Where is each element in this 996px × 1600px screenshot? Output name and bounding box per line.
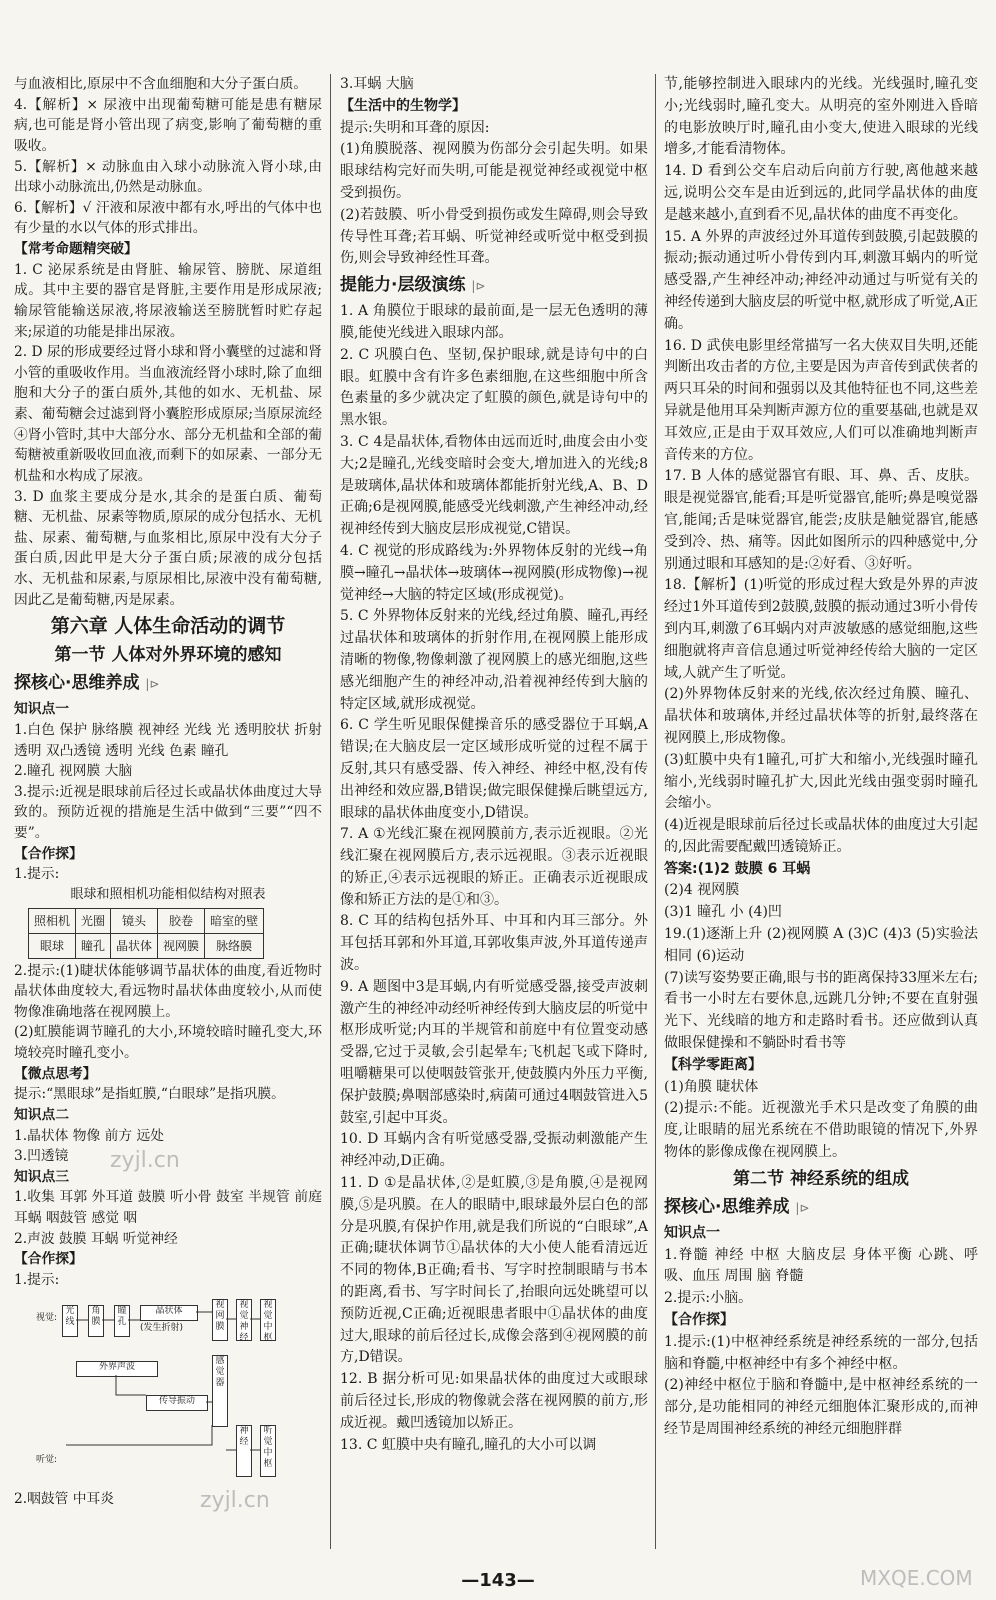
table-cell: 眼球 [29, 933, 76, 958]
module-heading: 提能力·层级演练 |⊳ [340, 275, 486, 296]
comparison-table [28, 908, 264, 959]
answer-item: (3)虹膜中央有1瞳孔,可扩大和缩小,光线强时瞳孔缩小,光线弱时瞳孔扩大,因此光线由强变弱时瞳孔会缩小。 [664, 751, 978, 812]
diagram-box: 光线 [62, 1305, 78, 1337]
answer-item: 18.【解析】(1)听觉的形成过程大致是外界的声波经过1外耳道传到2鼓膜,鼓膜的振动通过3听小骨传到内耳,刺激了6耳蜗内对声波敏感的感觉细胞,这些细胞就将声音信息通过听觉神经传给大脑的一定区域,人就产生了听觉。 [664, 577, 978, 681]
section-heading: 【合作探】 [14, 1251, 83, 1268]
section-title: 第一节 人体对外界环境的感知 [54, 645, 282, 666]
answer-item: 13. C 虹膜中央有瞳孔,瞳孔的大小可以调 [340, 1436, 597, 1453]
diagram-label: 视觉: [36, 1312, 58, 1323]
table-row [29, 933, 264, 958]
answer-item: 1. C 泌尿系统是由肾脏、输尿管、膀胱、尿道组成。其中主要的器官是肾脏,主要作用是形成尿液;输尿管能输送尿液,将尿液输送至膀胱暂时贮存起来;尿道的功能是排出尿液。 [14, 261, 322, 340]
diagram-box: 视觉神经 [236, 1299, 252, 1341]
arrow-icon: |⊳ [795, 1200, 810, 1215]
table-cell: 脉络膜 [205, 933, 264, 958]
answer-item: 2.提示:小脑。 [664, 1290, 753, 1307]
section-heading: 【合作探】 [664, 1312, 734, 1329]
answer-item: (2)虹膜能调节瞳孔的大小,环境较暗时瞳孔变大,环境较亮时瞳孔变小。 [14, 1024, 322, 1061]
table-cell: 晶状体 [111, 933, 158, 958]
watermark: zyjl.cn [110, 1148, 180, 1173]
answer-item: 1.提示:(1)中枢神经系统是神经系统的一部分,包括脑和脊髓,中枢神经中有多个神经中枢。 [664, 1333, 978, 1372]
answer-line: 答案:(1)2 鼓膜 6 耳蜗 [664, 860, 811, 877]
section-heading: 【科学零距离】 [664, 1056, 762, 1073]
section-heading: 【合作探】 [14, 845, 83, 862]
answer-line: (2)4 视网膜 [664, 882, 740, 899]
answer-item: 16. D 武侠电影里经常描写一名大侠双目失明,还能判断出攻击者的方位,主要是因为声音传到武侠者的两只耳朵的时间和强弱以及其他特征也不同,这些差异就是他用耳朵判断声源方位的重要基础,也就是双耳效应,正是由于双耳效应,人们可以准确地判断声音传来的方位。 [664, 337, 978, 463]
arrow-icon: |⊳ [145, 677, 160, 692]
column-3 [664, 74, 978, 1441]
answer-item: 2.咽鼓管 中耳炎 [14, 1490, 114, 1507]
answer-item: 节,能够控制进入眼球内的光线。光线强时,瞳孔变小;光线弱时,瞳孔变大。从明亮的室外刚进入昏暗的电影放映厅时,瞳孔由小变大,使进入眼球的光线增多,才能看清物体。 [664, 76, 978, 158]
table-row [29, 908, 264, 933]
answer-item: 3. C 4是晶状体,看物体由远而近时,曲度会由小变大;2是瞳孔,光线变暗时会变大,增加进入的光线;8是玻璃体,晶状体和玻璃体都能折射光线,A、B、D正确;6是视网膜,能感受光线刺激,产生神经冲动,经视神经传到大脑皮层形成视觉,C错误。 [340, 433, 648, 538]
answer-item: 2.提示:(1)睫状体能够调节晶状体的曲度,看近物时晶状体曲度较大,看远物时晶状体曲度较小,从而使物像准确地落在视网膜上。 [14, 962, 322, 1020]
chapter-title: 第六章 人体生命活动的调节 [50, 615, 286, 638]
watermark: zyjl.cn [200, 1488, 270, 1513]
answer-item: (1)角膜脱落、视网膜为伤部分会引起失明。如果眼球结构完好而失明,可能是视觉神经或视觉中枢受到损伤。 [340, 141, 648, 201]
knowledge-point-heading: 知识点一 [664, 1224, 720, 1241]
diagram-arrows [36, 1295, 314, 1485]
answer-item: 提示:“黑眼球”是指虹膜,“白眼球”是指巩膜。 [14, 1086, 285, 1103]
answer-item: 7. A ①光线汇聚在视网膜前方,表示近视眼。②光线汇聚在视网膜后方,表示远视眼。③表示近视眼的矫正,④表示远视眼的矫正。正确表示近视眼成像和矫正方法的是①和③。 [340, 826, 648, 908]
answer-item: (2)神经中枢位于脑和脊髓中,是中枢神经系统的一部分,是功能相同的神经元细胞体汇聚形成的,而神经节是周围神经系统的神经元细胞胖群 [664, 1377, 978, 1438]
answer-item: (4)近视是眼球前后径过长或晶状体的曲度过大引起的,因此需要配戴凹透镜矫正。 [664, 817, 978, 855]
paragraph: 与血液相比,原尿中不含血细胞和大分子蛋白质。 [14, 76, 308, 92]
table-cell: 镜头 [111, 908, 158, 933]
diagram-box: 外界声波 [76, 1361, 158, 1377]
table-cell: 视网膜 [158, 933, 205, 958]
knowledge-point-heading: 知识点一 [14, 701, 70, 718]
arrow-icon: |⊳ [471, 279, 486, 294]
table-cell: 光圈 [76, 908, 111, 933]
answer-item: 5.【解析】× 动脉血由入球小动脉流入肾小球,由出球小动脉流出,仍然是动脉血。 [14, 158, 322, 196]
page-number: —143— [461, 1570, 535, 1591]
answer-item: 14. D 看到公交车启动后向前方行驶,离他越来越远,说明公交车是由近到远的,此同学晶状体的曲度是越来越小,直到看不见,晶状体的曲度不再变化。 [664, 163, 978, 223]
module-heading: 探核心·思维养成 |⊳ [14, 673, 160, 694]
diagram-box: 视觉中枢 [260, 1299, 276, 1341]
answer-item: 1.脊髓 神经 中枢 大脑皮层 身体平衡 心跳、呼吸、血压 周围 脑 脊髓 [664, 1246, 978, 1285]
answer-item: 1.提示: [14, 1271, 60, 1288]
answer-item: 10. D 耳蜗内含有听觉感受器,受振动刺激能产生神经冲动,D正确。 [340, 1131, 648, 1170]
diagram-box: 视网膜 [212, 1299, 228, 1341]
answer-item: 19.(1)逐渐上升 (2)视网膜 A (3)C (4)3 (5)实验法 相同 (6)运动 [664, 926, 978, 964]
answer-item: 1.提示: [14, 866, 60, 883]
answer-item: 提示:失明和耳聋的原因: [340, 119, 490, 136]
section-heading: 【生活中的生物学】 [340, 97, 466, 114]
column-divider [330, 74, 331, 1549]
answer-item: 12. B 据分析可见:如果晶状体的曲度过大或眼球前后径过长,形成的物像就会落在视网膜的前方,形成近视。戴凹透镜加以矫正。 [340, 1371, 648, 1431]
knowledge-point-heading: 知识点三 [14, 1168, 70, 1185]
answer-item: 1.白色 保护 脉络膜 视神经 光线 光 透明胶状 折射 透明 双凸透镜 透明 光线 色素 瞳孔 [14, 721, 322, 759]
section-heading: 【微点思考】 [14, 1065, 97, 1082]
diagram-box: 神经 [236, 1425, 252, 1477]
answer-item: 3.提示:近视是眼球前后径过长或晶状体曲度过大导致的。预防近视的措施是生活中做到“三要”“四不要”。 [14, 783, 322, 841]
diagram-box: 角膜 [88, 1305, 104, 1337]
answer-item: 1.晶状体 物像 前方 远处 [14, 1127, 164, 1144]
answer-item: 15. A 外界的声波经过外耳道传到鼓膜,引起鼓膜的振动;振动通过听小骨传到内耳,刺激耳蜗内的听觉感受器,产生神经冲动;神经冲动通过与听觉有关的神经传递到大脑皮层的听觉中枢,就形成了听觉,A正确。 [664, 228, 978, 332]
column-2 [340, 74, 648, 1456]
answer-item: (2)提示:不能。近视激光手术只是改变了角膜的曲度,让眼睛的屈光系统在不借助眼镜的情况下,外界物体的影像成像在视网膜上。 [664, 1100, 978, 1161]
answer-item: 1. A 角膜位于眼球的最前面,是一层无色透明的薄膜,能使光线进入眼球内部。 [340, 303, 648, 341]
table-cell: 照相机 [29, 908, 76, 933]
diagram-box: 传导振动 [146, 1395, 208, 1411]
answer-item: 8. C 耳的结构包括外耳、中耳和内耳三部分。外耳包括耳郭和外耳道,耳郭收集声波,外耳道传递声波。 [340, 913, 648, 974]
answer-line: (3)1 瞳孔 小 (4)凹 [664, 904, 782, 921]
diagram-label: 听觉: [36, 1454, 58, 1465]
answer-item: 17. B 人体的感觉器官有眼、耳、鼻、舌、皮肤。眼是视觉器官,能看;耳是听觉器官,能听;鼻是嗅觉器官,能闻;舌是味觉器官,能尝;皮肤是触觉器官,能感受到冷、热、痛等。因此如图所示的四种感觉中,分别通过眼和耳感知的是:②好看、③好听。 [664, 468, 978, 572]
answer-item: 2.声波 鼓膜 耳蜗 听觉神经 [14, 1230, 178, 1247]
sense-flow-diagram [36, 1295, 314, 1485]
answer-item: 3.耳蜗 大脑 [340, 76, 414, 92]
answer-item: 1.收集 耳郭 外耳道 鼓膜 听小骨 鼓室 半规管 前庭 耳蜗 咽鼓管 感觉 咽 [14, 1189, 322, 1226]
answer-item: (2)外界物体反射来的光线,依次经过角膜、瞳孔、晶状体和玻璃体,并经过晶状体等的折射,最终落在视网膜上,形成物像。 [664, 686, 978, 746]
column-divider [655, 74, 656, 1549]
answer-item: 3.凹透镜 [14, 1148, 69, 1165]
answer-item: (1)角膜 睫状体 [664, 1078, 759, 1095]
answer-item: 2. C 巩膜白色、坚韧,保护眼球,就是诗句中的白眼。虹膜中含有许多色素细胞,在这些细胞中所含色素量的多少就决定了虹膜的颜色,就是诗句中的黑水银。 [340, 346, 648, 429]
watermark: MXQE.COM [860, 1566, 973, 1590]
diagram-box: 感觉器 [212, 1355, 228, 1427]
answer-item: 11. D ①是晶状体,②是虹膜,③是角膜,④是视网膜,⑤是巩膜。在人的眼睛中,眼球最外层白色的部分是巩膜,有保护作用,就是我们所说的“白眼球”,A正确;睫状体调节①晶状体的大小使人能看清远近不同的物体,B正确;看书、写字时控制眼睛与书本的距离,看书、写字时间长了,抬眼向远处眺望可以预防近视,C正确;近视眼患者眼中①晶状体的曲度过大,眼球的前后径过长,成像会落到④视网膜的前方,D错误。 [340, 1175, 648, 1366]
diagram-box: 听觉中枢 [260, 1425, 276, 1477]
section-heading: 【常考命题精突破】 [14, 241, 138, 257]
answer-item: 6. C 学生听见眼保健操音乐的感受器位于耳蜗,A错误;在大脑皮层一定区域形成听觉的过程不属于反射,其只有感受器、传入神经、神经中枢,没有传出神经和效应器,B错误;做完眼保健操后眺望远方,眼球的晶状体曲度变小,D错误。 [340, 717, 648, 821]
knowledge-point-heading: 知识点二 [14, 1106, 70, 1123]
answer-item: 4. C 视觉的形成路线为:外界物体反射的光线→角膜→瞳孔→晶状体→玻璃体→视网膜(形成物像)→视觉神经→大脑的特定区域(形成视觉)。 [340, 542, 648, 603]
diagram-box: 瞳孔 [114, 1305, 130, 1337]
diagram-box: 晶状体 [140, 1305, 198, 1321]
table-cell: 瞳孔 [76, 933, 111, 958]
answer-item: 2.瞳孔 视网膜 大脑 [14, 763, 133, 780]
answer-item: (7)读写姿势要正确,眼与书的距离保持33厘米左右;看书一小时左右要休息,远跳几分钟;不要在直射强光下、光线暗的地方和走路时看书。还应做到认真做眼保健操和不躺卧时看书等 [664, 969, 978, 1052]
section-title: 第二节 神经系统的组成 [733, 1168, 909, 1189]
table-cell: 暗室的壁 [205, 908, 264, 933]
answer-item: (2)若鼓膜、听小骨受到损伤或发生障碍,则会导致传导性耳聋;若耳蜗、听觉神经或听觉中枢受到损伤,则会导致神经性耳聋。 [340, 206, 648, 267]
answer-item: 4.【解析】× 尿液中出现葡萄糖可能是患有糖尿病,也可能是肾小管出现了病变,影响了葡萄糖的重吸收。 [14, 96, 322, 154]
column-1 [14, 74, 322, 1509]
answer-item: 6.【解析】√ 汗液和尿液中都有水,呼出的气体中也有少量的水以气体的形式排出。 [14, 199, 322, 237]
diagram-label: (发生折射) [140, 1322, 184, 1333]
answer-item: 5. C 外界物体反射来的光线,经过角膜、瞳孔,再经过晶状体和玻璃体的折射作用,在视网膜上能形成清晰的物像,物像刺激了视网膜上的感光细胞,这些感光细胞产生的神经冲动,沿着视神经传到大脑的特定区域,就形成视觉。 [340, 608, 648, 712]
table-title: 眼球和照相机功能相似结构对照表 [70, 886, 266, 902]
table-cell: 胶卷 [158, 908, 205, 933]
answer-item: 3. D 血浆主要成分是水,其余的是蛋白质、葡萄糖、无机盐、尿素等物质,原尿的成分包括水、无机盐、尿素、葡萄糖,与血浆相比,原尿中没有大分子蛋白质,因此甲是大分子蛋白质;尿液的成分包括水、无机盐和尿素,与原尿相比,尿液中没有葡萄糖,因此乙是葡萄糖,丙是尿素。 [14, 488, 322, 608]
answer-item: 2. D 尿的形成要经过肾小球和肾小囊壁的过滤和肾小管的重吸收作用。当血液流经肾小球时,除了血细胞和大分子的蛋白质外,其他的如水、无机盐、尿素、葡萄糖会过滤到肾小囊腔形成原尿;当原尿流经④肾小管时,其中大部分水、部分无机盐和全部的葡萄糖被重新吸收回血液,而剩下的如尿素、一部分无机盐和水构成了尿液。 [14, 344, 322, 484]
module-heading: 探核心·思维养成 |⊳ [664, 1196, 810, 1217]
answer-item: 9. A 题图中3是耳蜗,内有听觉感受器,接受声波刺激产生的神经冲动经听神经传到大脑皮层的听觉中枢形成听觉;内耳的半规管和前庭中有位置变动感受器,它过于灵敏,会引起晕车;飞机起飞或下降时,咀嚼糖果可以使咽鼓管张开,使鼓膜内外压力平衡,保护鼓膜;鼻咽部感染时,病菌可通过4咽鼓管进入5鼓室,引起中耳炎。 [340, 978, 648, 1126]
